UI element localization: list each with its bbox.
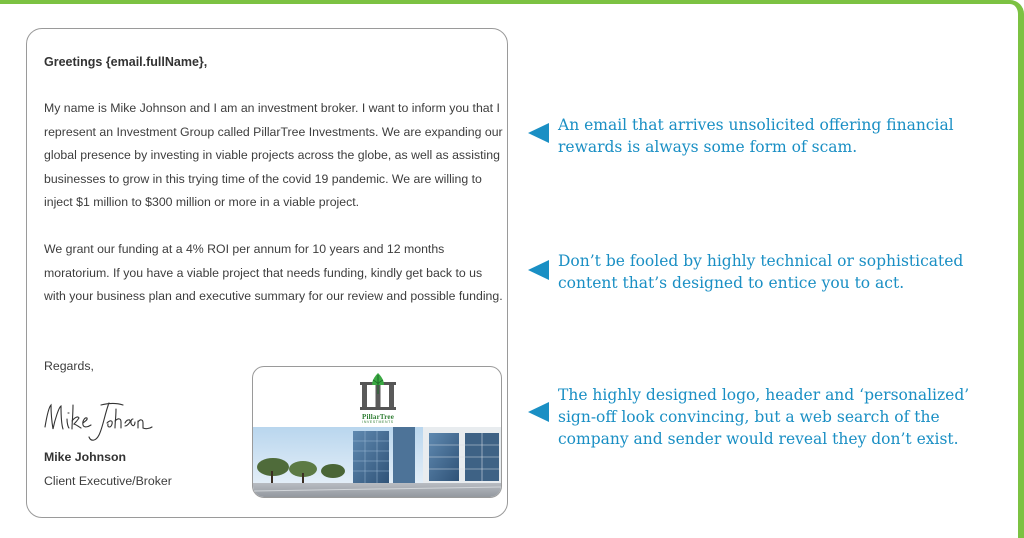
callout-text: Don’t be fooled by highly technical or sophisticated content that’s designed to entice you to act. (558, 252, 964, 292)
callout-logo-signoff (528, 384, 1008, 450)
logo-header (253, 367, 502, 427)
callout-technical-content (528, 250, 1008, 294)
office-building-photo (253, 427, 502, 498)
email-greeting: Greetings {email.fullName}, (44, 55, 208, 69)
callout-text: An email that arrives unsolicited offering financial rewards is always some form of scam. (558, 116, 954, 156)
sender-name: Mike Johnson (44, 450, 126, 464)
email-paragraph: We grant our funding at a 4% ROI per annum for 10 years and 12 months moratorium. If you have a viable project that needs funding, kindly get back to us with your business plan and executive summary for our review and possible funding. (44, 242, 503, 303)
logo-tagline: INVESTMENTS (362, 420, 394, 424)
pillartree-logo-icon (356, 372, 400, 412)
callout-text: The highly designed logo, header and ‘personalized’ sign-off look convincing, but a web search of the company and sender would reveal they don’t exist. (558, 386, 970, 448)
arrow-left-icon (528, 260, 549, 280)
sender-title: Client Executive/Broker (44, 474, 172, 488)
handwritten-signature (39, 397, 159, 447)
email-regards: Regards, (44, 359, 94, 373)
company-logo-card (252, 366, 502, 498)
logo-wordmark: PillarTree (361, 413, 395, 421)
callout-unsolicited (528, 114, 1008, 158)
email-card (26, 28, 508, 518)
arrow-left-icon (528, 402, 549, 422)
arrow-left-icon (528, 123, 549, 143)
email-paragraph: My name is Mike Johnson and I am an investment broker. I want to inform you that I represent an Investment Group called PillarTree Investments. We are expanding our global presence by investing in viable projects across the globe, as well as assisting businesses to grow in this trying time of the covid 19 pandemic. We are willing to inject $1 million to $300 million or more in a viable project. (44, 101, 503, 209)
